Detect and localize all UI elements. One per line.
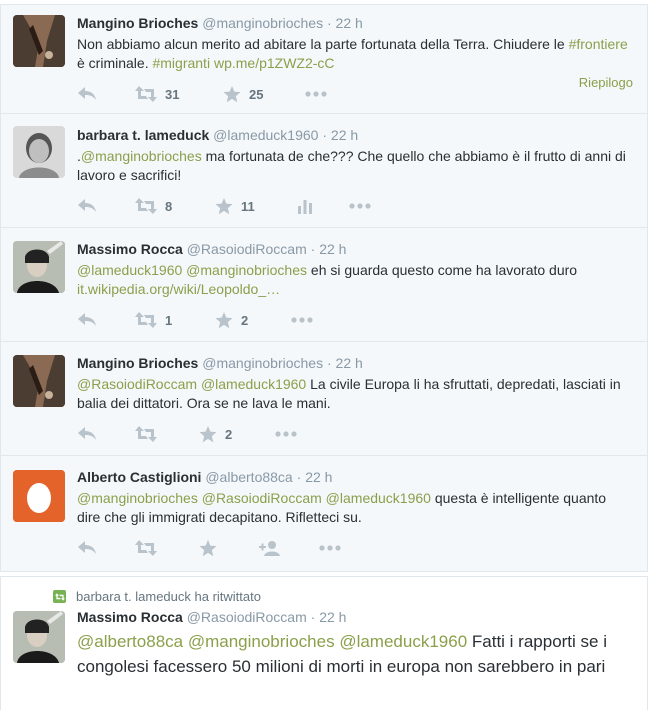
separator: · [322,127,328,143]
avatar[interactable] [13,126,65,178]
retweet-icon [135,86,157,102]
star-icon [215,198,233,215]
author-name[interactable]: Massimo Rocca [77,241,183,257]
favorite-count: 25 [249,86,264,102]
hashtag-link[interactable]: #migranti [152,55,211,71]
tweet-header [77,126,633,144]
more-button[interactable] [305,84,327,104]
reply-icon [77,198,97,214]
tweet[interactable] [0,342,648,456]
follow-button[interactable] [259,538,281,558]
reply-button[interactable] [77,196,97,216]
retweet-context [53,589,261,604]
avatar[interactable] [13,470,65,522]
author-name[interactable]: Massimo Rocca [77,609,183,625]
mention-link[interactable]: @RasoiodiRoccam [77,376,198,392]
separator: · [310,241,316,257]
more-button[interactable] [319,538,341,558]
mention-link[interactable]: @lameduck1960 [339,632,468,651]
favorite-count: 2 [225,426,233,442]
separator: · [326,355,332,371]
favorite-button[interactable] [199,424,232,444]
tweet[interactable] [0,576,648,710]
mention-link[interactable]: @manginobrioches [77,490,198,506]
more-button[interactable] [349,196,371,216]
author-name[interactable]: Alberto Castiglioni [77,469,202,485]
mention-link[interactable]: @alberto88ca [77,632,184,651]
more-icon [291,317,313,323]
reply-icon [77,312,97,328]
tweet-time[interactable]: 22 h [335,355,363,371]
more-icon [305,91,327,97]
retweet-count: 1 [165,312,173,328]
retweet-button[interactable] [135,84,179,104]
tweet-actions [77,84,377,104]
tweet-actions [77,196,377,216]
text-fragment: Non abbiamo alcun merito ad abitare la parte fortunata della Terra. Chiudere le [77,36,569,52]
author-handle[interactable]: @manginobrioches [202,15,324,31]
mention-link[interactable]: @manginobrioches [80,148,202,164]
more-button[interactable] [275,424,297,444]
tweet-actions [77,424,377,444]
tweet-text [77,375,633,413]
tweet-actions [77,538,377,558]
separator: · [310,609,316,625]
more-icon [275,431,297,437]
more-icon [349,203,371,209]
tweet-text [77,147,633,185]
author-name[interactable]: Mangino Brioches [77,15,199,31]
follow-icon [259,540,281,556]
mention-link[interactable]: @lameduck1960 [77,262,183,278]
reply-icon [77,426,97,442]
url-link[interactable]: it.wikipedia.org/wiki/Leopoldo_… [77,281,281,297]
retweet-button[interactable] [135,196,172,216]
separator: · [296,469,302,485]
retweet-icon [135,426,157,442]
text-fragment: è criminale. [77,55,153,71]
retweet-button[interactable] [135,538,157,558]
mention-link[interactable]: @RasoiodiRoccam [201,490,322,506]
tweet-header [77,468,633,486]
url-link[interactable]: wp.me/p1ZWZ2-cC [213,55,335,71]
reply-button[interactable] [77,84,97,104]
reply-button[interactable] [77,538,97,558]
more-button[interactable] [291,310,313,330]
reply-icon [77,86,97,102]
reply-button[interactable] [77,310,97,330]
tweet[interactable] [0,228,648,342]
reply-button[interactable] [77,424,97,444]
retweet-icon [135,198,157,214]
egg-icon [13,470,65,522]
star-icon [215,312,233,329]
tweet-time[interactable]: 22 h [319,241,347,257]
analytics-button[interactable] [297,196,313,216]
retweet-icon [135,312,157,328]
author-handle[interactable]: @RasoiodiRoccam [186,609,307,625]
avatar[interactable] [13,611,65,663]
author-handle[interactable]: @lameduck1960 [213,127,319,143]
retweet-count: 8 [165,198,173,214]
author-name[interactable]: Mangino Brioches [77,355,199,371]
tweet-time[interactable]: 22 h [319,609,347,625]
star-icon [223,86,241,103]
tweet-time[interactable]: 22 h [305,469,333,485]
avatar[interactable] [13,241,65,293]
tweet[interactable] [0,114,648,228]
tweet[interactable] [0,4,648,114]
mention-link[interactable]: @lameduck1960 [200,376,307,392]
favorite-button[interactable] [215,196,255,216]
mention-link[interactable]: @lameduck1960 [325,490,431,506]
favorite-count: 11 [241,198,255,214]
mention-link[interactable]: @manginobrioches [187,632,335,651]
star-icon [199,540,217,557]
text-fragment: eh si guarda questo come ha lavorato duro [307,262,578,278]
reply-icon [77,540,97,556]
retweet-button[interactable] [135,310,172,330]
tweet-actions [77,310,377,330]
retweet-context-label[interactable]: barbara t. lameduck ha ritwittato [76,589,261,604]
tweet-time[interactable]: 22 h [335,15,363,31]
tweet-text [77,489,633,527]
bar-chart-icon [297,198,313,214]
avatar[interactable] [13,15,65,67]
text-fragment: ma fortunata de che??? Che quello che abbiamo è il frutto di anni di lavoro e sacrifici! [77,148,626,183]
author-handle[interactable]: @manginobrioches [202,355,324,371]
separator: · [326,15,332,31]
favorite-button[interactable] [223,84,263,104]
tweet-text [77,261,633,299]
text-fragment: . [77,148,81,164]
tweet-header [77,608,633,626]
more-icon [319,545,341,551]
tweet-text [77,35,633,73]
text-fragment: La civile Europa li ha sfruttati, depredati, lasciati in balia dei dittatori. Ora se ne lava le mani. [77,376,621,411]
author-name[interactable]: barbara t. lameduck [77,127,210,143]
tweet-header [77,240,633,258]
tweet-time[interactable]: 22 h [330,127,359,143]
tweet[interactable] [0,456,648,572]
summary-link[interactable]: Riepilogo [578,75,633,90]
tweet-header [77,354,633,372]
text-fragment: Fatti i rapporti se i congolesi facessero 50 milioni di morti in europa non sarebbero in pari [77,632,607,676]
retweet-icon [135,540,157,556]
avatar[interactable] [13,355,65,407]
star-icon [199,426,217,443]
mention-link[interactable]: @manginobrioches [186,262,308,278]
author-handle[interactable]: @RasoiodiRoccam [186,241,307,257]
tweet-header [77,14,633,32]
author-handle[interactable]: @alberto88ca [205,469,293,485]
favorite-count: 2 [241,312,249,328]
retweet-button[interactable] [135,424,165,444]
favorite-button[interactable] [199,538,217,558]
hashtag-link[interactable]: #frontiere [568,36,628,52]
tweet-text [77,629,633,679]
text-fragment: questa è intelligente quanto dire che gli immigrati decapitano. Rifletteci su. [77,490,607,525]
retweet-count: 31 [165,86,180,102]
favorite-button[interactable] [215,310,248,330]
retweet-badge-icon [53,590,66,603]
